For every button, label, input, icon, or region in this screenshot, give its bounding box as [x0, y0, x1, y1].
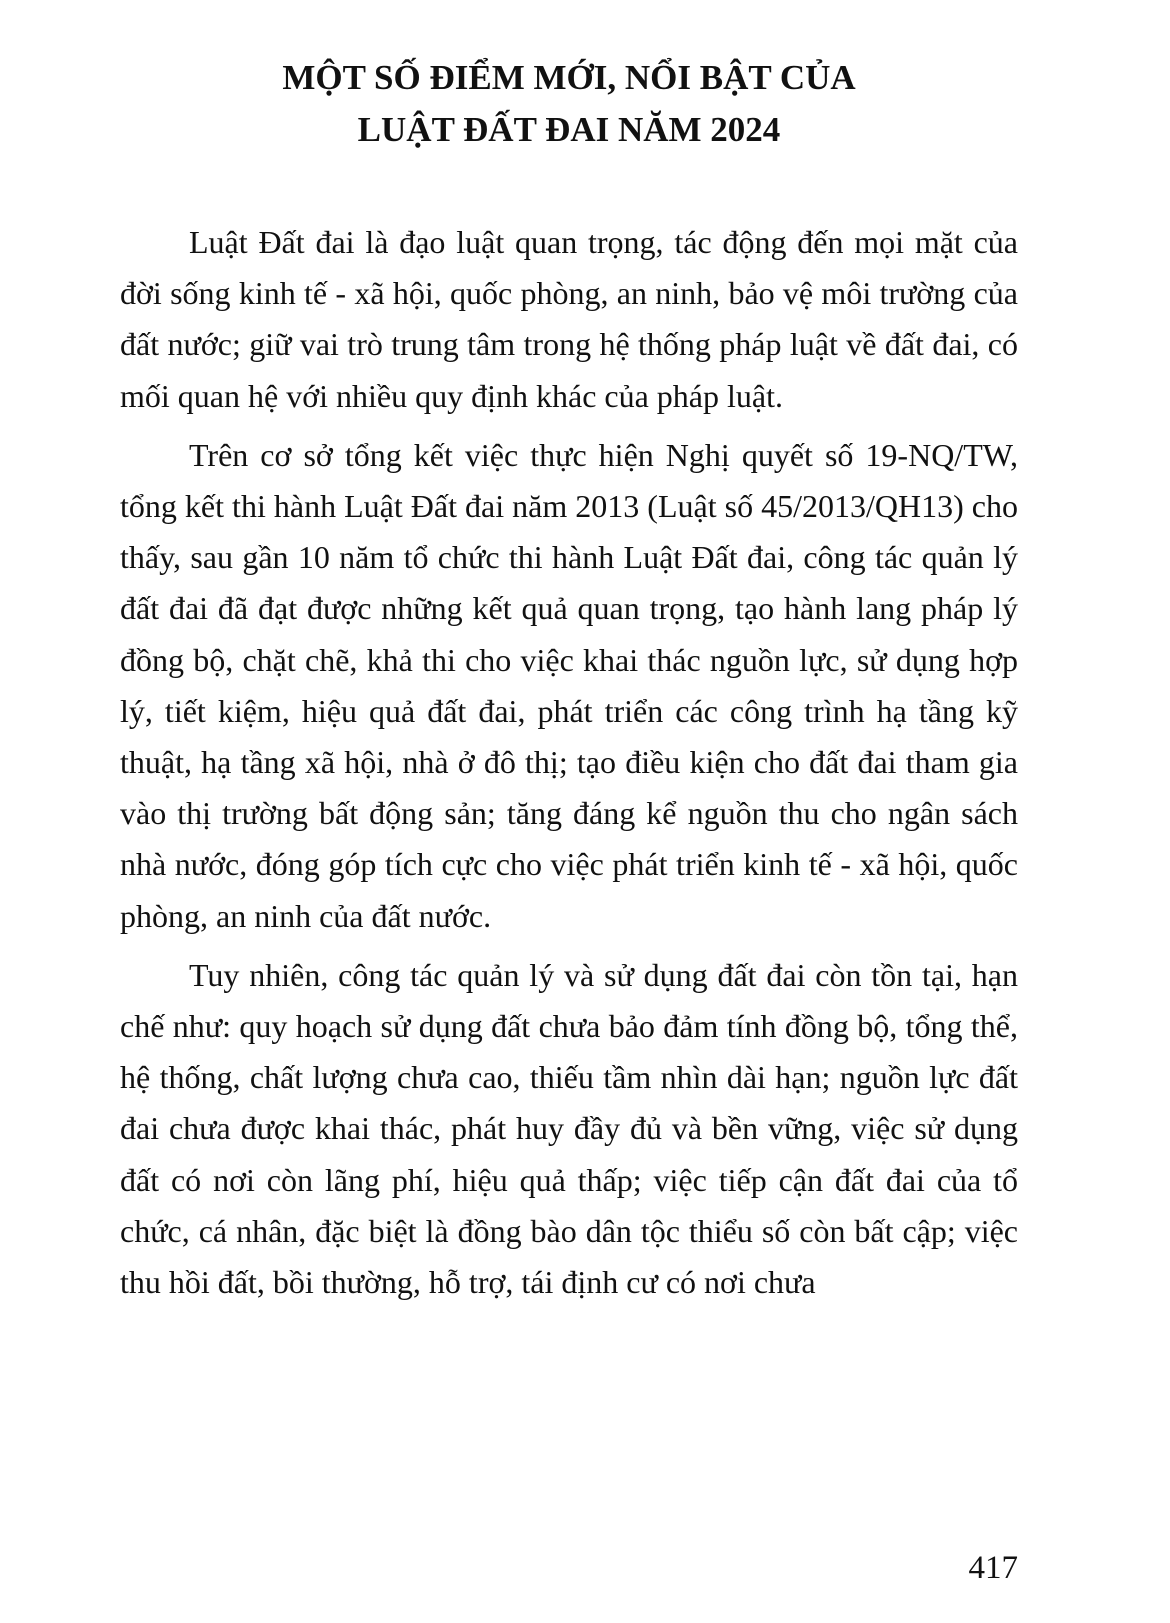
title-line-1: MỘT SỐ ĐIỂM MỚI, NỔI BẬT CỦA — [282, 58, 856, 97]
title-line-2: LUẬT ĐẤT ĐAI NĂM 2024 — [357, 110, 781, 149]
page-number: 417 — [968, 1550, 1018, 1586]
paragraph-2: Trên cơ sở tổng kết việc thực hiện Nghị quyết số 19-NQ/TW, tổng kết thi hành Luật Đất đai năm 2013 (Luật số 45/2013/QH13) cho thấy, sau gần 10 năm tổ chức thi hành Luật Đất đai, công tác quản lý đất đai đã đạt được những kết quả quan trọng, tạo hành lang pháp lý đồng bộ, chặt chẽ, khả thi cho việc khai thác nguồn lực, sử dụng hợp lý, tiết kiệm, hiệu quả đất đai, phát triển các công trình hạ tầng kỹ thuật, hạ tầng xã hội, nhà ở đô thị; tạo điều kiện cho đất đai tham gia vào thị trường bất động sản; tăng đáng kể nguồn thu cho ngân sách nhà nước, đóng góp tích cực cho việc phát triển kinh tế - xã hội, quốc phòng, an ninh của đất nước. — [120, 436, 1018, 934]
paragraph-1: Luật Đất đai là đạo luật quan trọng, tác động đến mọi mặt của đời sống kinh tế - xã hội, quốc phòng, an ninh, bảo vệ môi trường của đất nước; giữ vai trò trung tâm trong hệ thống pháp luật về đất đai, có mối quan hệ với nhiều quy định khác của pháp luật. — [120, 224, 1018, 414]
body-text — [120, 217, 1018, 1316]
paragraph-3: Tuy nhiên, công tác quản lý và sử dụng đất đai còn tồn tại, hạn chế như: quy hoạch sử dụng đất chưa bảo đảm tính đồng bộ, tổng thể, hệ thống, chất lượng chưa cao, thiếu tầm nhìn dài hạn; nguồn lực đất đai chưa được khai thác, phát huy đầy đủ và bền vững, việc sử dụng đất có nơi còn lãng phí, hiệu quả thấp; việc tiếp cận đất đai của tổ chức, cá nhân, đặc biệt là đồng bào dân tộc thiểu số còn bất cập; việc thu hồi đất, bồi thường, hỗ trợ, tái định cư có nơi chưa — [120, 956, 1018, 1301]
page-title — [120, 52, 1018, 156]
